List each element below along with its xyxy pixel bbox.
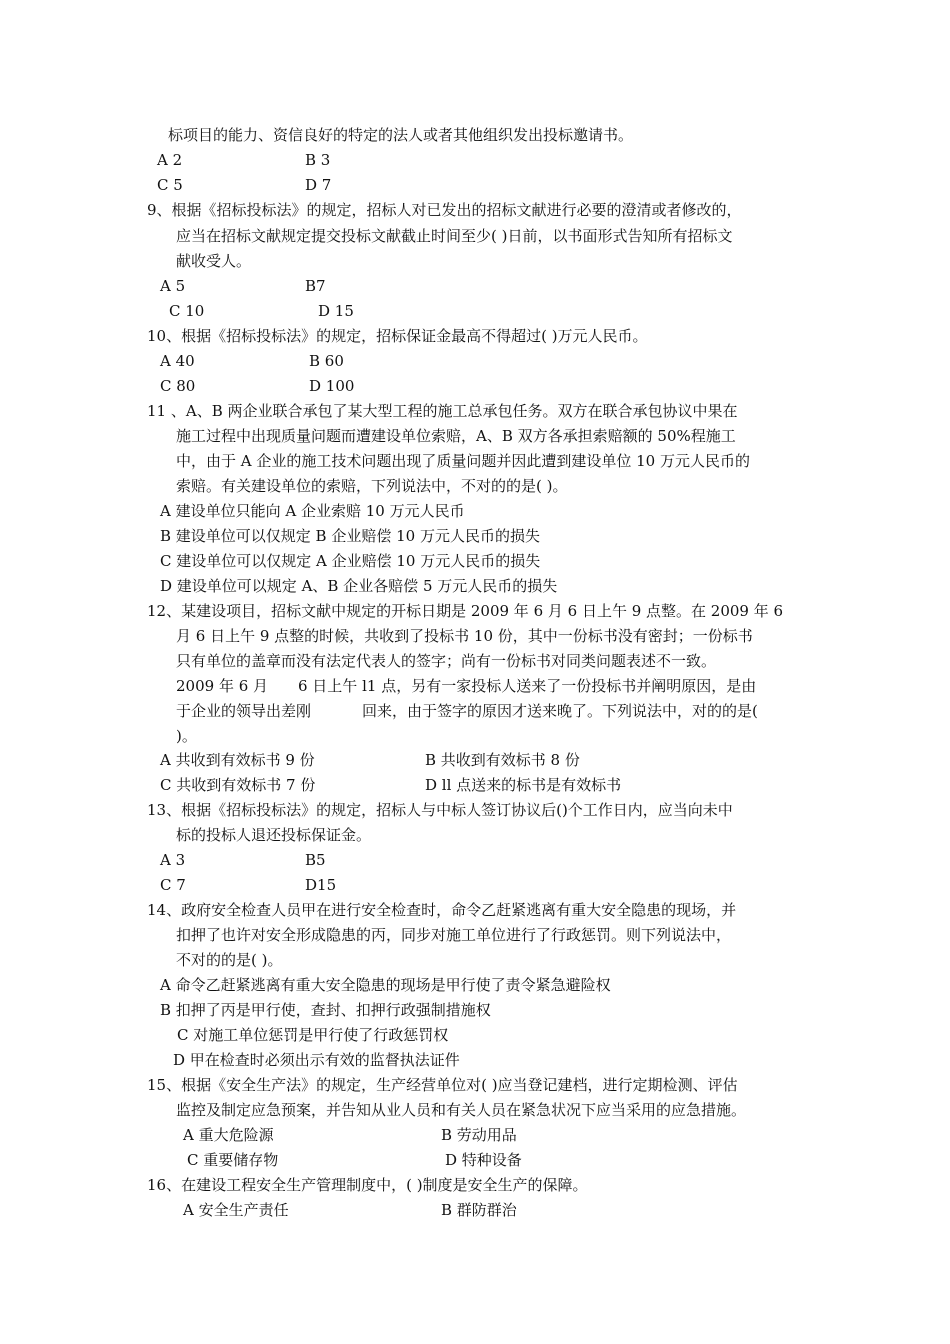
option-c: C 建设单位可以仅规定 A 企业赔偿 10 万元人民币的损失 (160, 552, 541, 570)
option-c: C 7 (160, 876, 186, 894)
option-d: D 15 (318, 302, 354, 320)
question-9: 9、根据《招标投标法》的规定，招标人对已发出的招标文献进行必要的澄清或者修改的， (147, 201, 742, 219)
text-line: 索赔。有关建设单位的索赔，下列说法中，不对的的是( )。 (176, 477, 568, 495)
text-line: 6 日上午 l1 点，另有一家投标人送来了一份投标书并阐明原因，是由 (298, 677, 757, 695)
option-c: C 对施工单位惩罚是甲行使了行政惩罚权 (177, 1026, 449, 1044)
option-b: B7 (305, 277, 326, 295)
option-a: A 重大危险源 (183, 1126, 274, 1144)
option-d: D 100 (309, 377, 355, 395)
option-a: A 3 (160, 851, 186, 869)
option-a: A 40 (160, 352, 195, 370)
question-13: 13、根据《招标投标法》的规定，招标人与中标人签订协议后()个工作日内，应当向未中 (147, 801, 733, 819)
option-c: C 80 (160, 377, 196, 395)
text-line: 扣押了也许对安全形成隐患的丙，同步对施工单位进行了行政惩罚。则下列说法中， (176, 926, 732, 944)
option-c: C 5 (157, 176, 183, 194)
option-d: D 甲在检查时必须出示有效的监督执法证件 (173, 1051, 460, 1069)
text-line: 回来，由于签字的原因才送来晚了。下列说法中，对的的是( (362, 702, 758, 720)
text-line: 中，由于 A 企业的施工技术问题出现了质量问题并因此遭到建设单位 10 万元人民币的 (176, 452, 750, 470)
option-d: D ll 点送来的标书是有效标书 (425, 776, 622, 794)
option-d: D 建设单位可以规定 A、B 企业各赔偿 5 万元人民币的损失 (160, 577, 558, 595)
question-16: 16、在建设工程安全生产管理制度中，( )制度是安全生产的保障。 (147, 1176, 588, 1194)
text-line: )。 (176, 727, 197, 745)
option-b: B5 (305, 851, 326, 869)
option-b: B 建设单位可以仅规定 B 企业赔偿 10 万元人民币的损失 (160, 527, 540, 545)
option-c: C 共收到有效标书 7 份 (160, 776, 316, 794)
text-line: 于企业的领导出差刚 (176, 702, 312, 720)
text-line: 献收受人。 (176, 252, 252, 270)
question-15: 15、根据《安全生产法》的规定，生产经营单位对( )应当登记建档，进行定期检测、评估 (147, 1076, 738, 1094)
option-c: C 重要储存物 (187, 1151, 279, 1169)
text-line: 不对的的是( )。 (176, 951, 283, 969)
text-line: 应当在招标文献规定提交投标文献截止时间至少( )日前，以书面形式告知所有招标文 (176, 227, 733, 245)
option-a: A 命令乙赶紧逃离有重大安全隐患的现场是甲行使了责令紧急避险权 (160, 976, 611, 994)
option-d: D 特种设备 (445, 1151, 522, 1169)
text-line: 标项目的能力、资信良好的特定的法人或者其他组织发出投标邀请书。 (168, 126, 634, 144)
option-a: A 建设单位只能向 A 企业索赔 10 万元人民币 (160, 502, 465, 520)
question-10: 10、根据《招标投标法》的规定，招标保证金最高不得超过( )万元人民币。 (147, 327, 648, 345)
option-c: C 10 (169, 302, 205, 320)
text-line: 只有单位的盖章而没有法定代表人的签字；尚有一份标书对同类问题表述不一致。 (176, 652, 717, 670)
option-a: A 5 (160, 277, 186, 295)
option-d: D15 (305, 876, 337, 894)
option-b: B 劳动用品 (441, 1126, 517, 1144)
option-a: A 安全生产责任 (183, 1201, 289, 1219)
text-line: 2009 年 6 月 (176, 677, 269, 695)
option-b: B 3 (305, 151, 331, 169)
question-14: 14、政府安全检查人员甲在进行安全检查时，命令乙赶紧逃离有重大安全隐患的现场，并 (147, 901, 737, 919)
text-line: 施工过程中出现质量问题而遭建设单位索赔，A、B 双方各承担索赔额的 50%程施工 (176, 427, 736, 445)
option-a: A 共收到有效标书 9 份 (160, 751, 315, 769)
question-12: 12、某建设项目，招标文献中规定的开标日期是 2009 年 6 月 6 日上午 9 点整。在 2009 年 6 (147, 602, 784, 620)
option-b: B 共收到有效标书 8 份 (425, 751, 580, 769)
option-d: D 7 (305, 176, 332, 194)
option-a: A 2 (157, 151, 183, 169)
text-line: 标的投标人退还投标保证金。 (176, 826, 372, 844)
option-b: B 扣押了丙是甲行使，查封、扣押行政强制措施权 (160, 1001, 491, 1019)
question-11: 11 、A、B 两企业联合承包了某大型工程的施工总承包任务。双方在联合承包协议中果在 (147, 402, 738, 420)
text-line: 月 6 日上午 9 点整的时候，共收到了投标书 10 份，其中一份标书没有密封；一份标书 (176, 627, 753, 645)
text-line: 监控及制定应急预案，并告知从业人员和有关人员在紧急状况下应当采用的应急措施。 (176, 1101, 747, 1119)
option-b: B 群防群治 (441, 1201, 517, 1219)
option-b: B 60 (309, 352, 344, 370)
